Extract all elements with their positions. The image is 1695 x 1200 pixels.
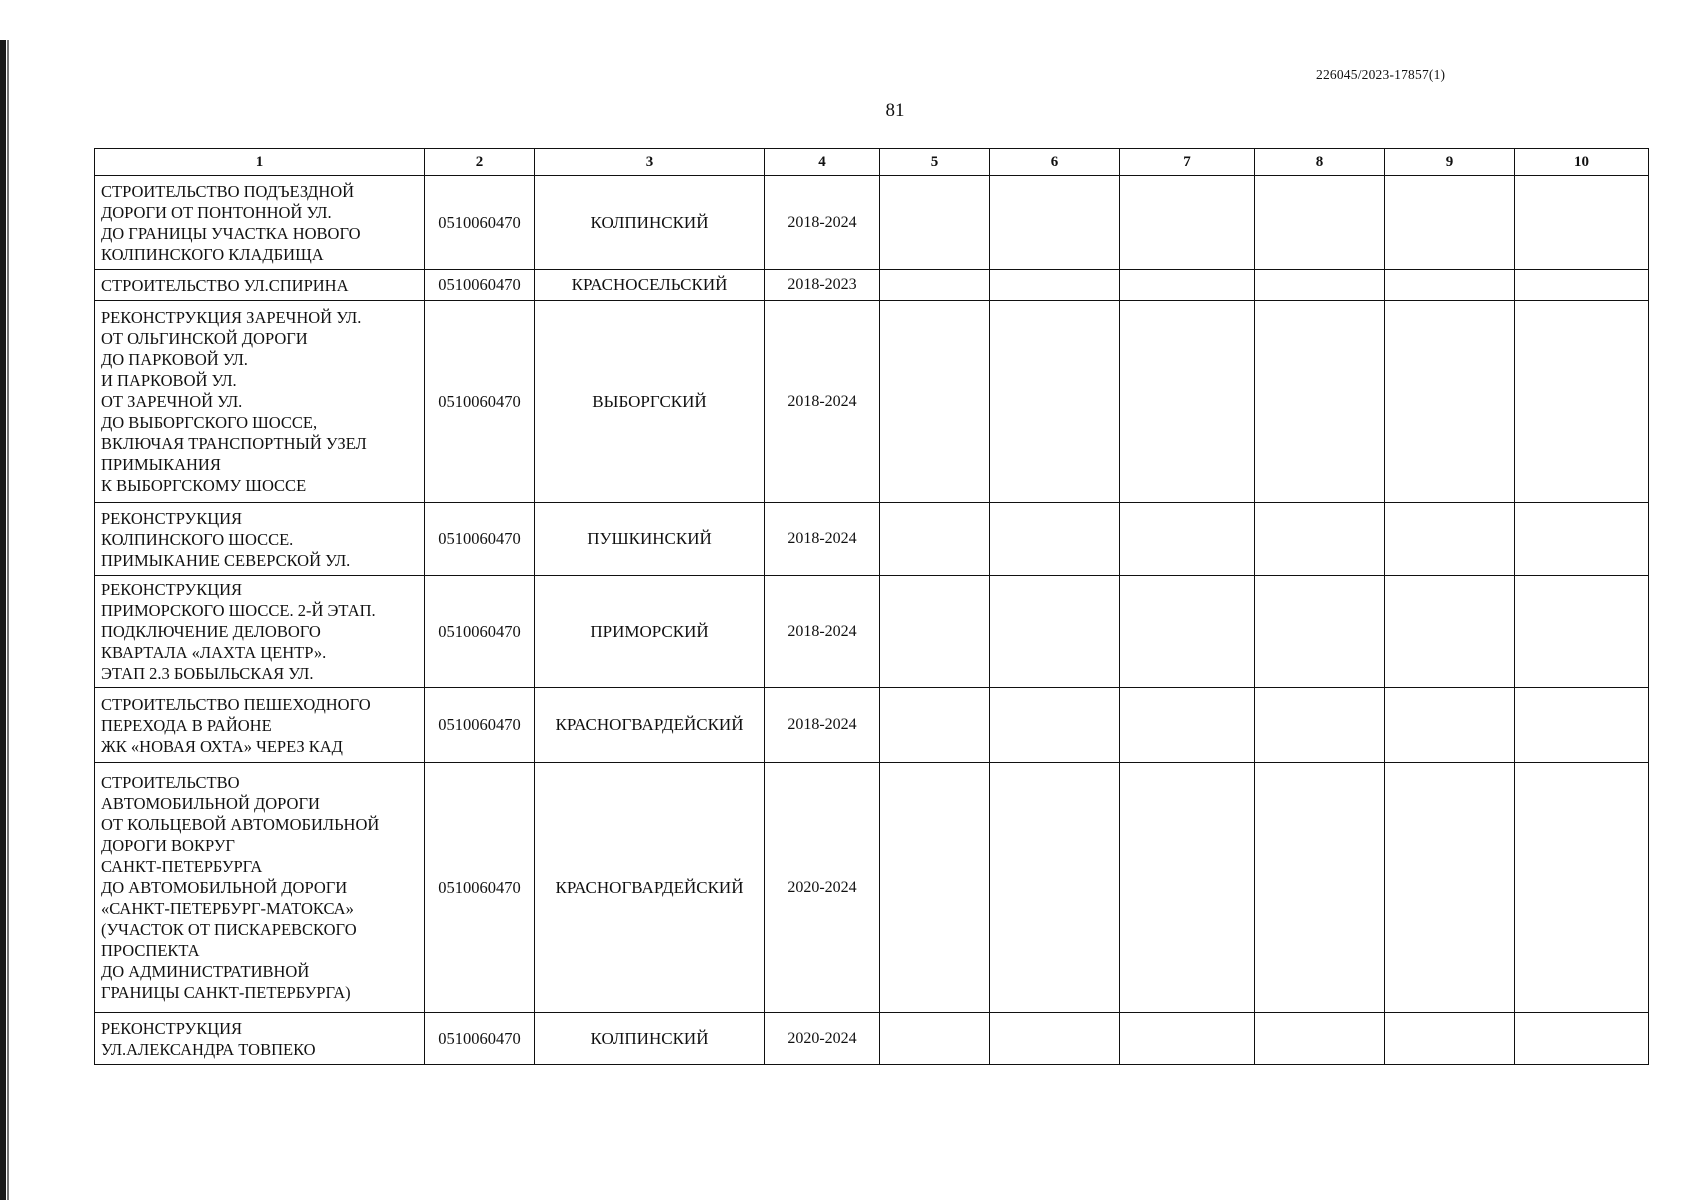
empty-cell	[1385, 763, 1515, 1013]
object-name: СТРОИТЕЛЬСТВО ПОДЪЕЗДНОЙ ДОРОГИ ОТ ПОНТОННОЙ УЛ. ДО ГРАНИЦЫ УЧАСТКА НОВОГО КОЛПИНСКОГО КЛАДБИЩА	[95, 176, 425, 270]
empty-cell	[1120, 576, 1255, 688]
empty-cell	[1515, 176, 1649, 270]
object-name: СТРОИТЕЛЬСТВО АВТОМОБИЛЬНОЙ ДОРОГИ ОТ КОЛЬЦЕВОЙ АВТОМОБИЛЬНОЙ ДОРОГИ ВОКРУГ САНКТ-ПЕТЕРБУРГА ДО АВТОМОБИЛЬНОЙ ДОРОГИ «САНКТ-ПЕТЕРБУРГ-МАТОКСА» (УЧАСТОК ОТ ПИСКАРЕВСКОГО ПРОСПЕКТА ДО АДМИНИСТРАТИВНОЙ ГРАНИЦЫ САНКТ-ПЕТЕРБУРГА)	[95, 763, 425, 1013]
empty-cell	[1255, 688, 1385, 763]
object-name: СТРОИТЕЛЬСТВО ПЕШЕХОДНОГО ПЕРЕХОДА В РАЙОНЕ ЖК «НОВАЯ ОХТА» ЧЕРЕЗ КАД	[95, 688, 425, 763]
period: 2020-2024	[765, 763, 880, 1013]
period: 2018-2024	[765, 576, 880, 688]
object-name: СТРОИТЕЛЬСТВО УЛ.СПИРИНА	[95, 270, 425, 301]
empty-cell	[1515, 301, 1649, 503]
empty-cell	[1385, 176, 1515, 270]
district: КРАСНОГВАРДЕЙСКИЙ	[535, 763, 765, 1013]
empty-cell	[990, 301, 1120, 503]
empty-cell	[880, 503, 990, 576]
table-row	[95, 503, 1649, 576]
empty-cell	[1515, 1013, 1649, 1065]
object-name: РЕКОНСТРУКЦИЯ ЗАРЕЧНОЙ УЛ. ОТ ОЛЬГИНСКОЙ ДОРОГИ ДО ПАРКОВОЙ УЛ. И ПАРКОВОЙ УЛ. ОТ ЗАРЕЧНОЙ УЛ. ДО ВЫБОРГСКОГО ШОССЕ, ВКЛЮЧАЯ ТРАНСПОРТНЫЙ УЗЕЛ ПРИМЫКАНИЯ К ВЫБОРГСКОМУ ШОССЕ	[95, 301, 425, 503]
district: КОЛПИНСКИЙ	[535, 176, 765, 270]
column-header-3: 3	[535, 149, 765, 176]
empty-cell	[1515, 763, 1649, 1013]
empty-cell	[990, 176, 1120, 270]
empty-cell	[1385, 270, 1515, 301]
empty-cell	[880, 688, 990, 763]
empty-cell	[1385, 301, 1515, 503]
object-name: РЕКОНСТРУКЦИЯ КОЛПИНСКОГО ШОССЕ. ПРИМЫКАНИЕ СЕВЕРСКОЙ УЛ.	[95, 503, 425, 576]
empty-cell	[1120, 503, 1255, 576]
budget-code: 0510060470	[425, 301, 535, 503]
scan-edge-line	[7, 40, 9, 1200]
empty-cell	[880, 301, 990, 503]
column-header-9: 9	[1385, 149, 1515, 176]
empty-cell	[1120, 1013, 1255, 1065]
empty-cell	[1255, 1013, 1385, 1065]
budget-code: 0510060470	[425, 688, 535, 763]
period: 2018-2024	[765, 301, 880, 503]
table-header-row	[95, 149, 1649, 176]
empty-cell	[880, 1013, 990, 1065]
empty-cell	[1385, 576, 1515, 688]
object-name: РЕКОНСТРУКЦИЯ УЛ.АЛЕКСАНДРА ТОВПЕКО	[95, 1013, 425, 1065]
column-header-8: 8	[1255, 149, 1385, 176]
column-header-10: 10	[1515, 149, 1649, 176]
period: 2018-2024	[765, 503, 880, 576]
empty-cell	[1515, 576, 1649, 688]
scan-edge-shadow	[0, 40, 6, 1200]
program-table	[94, 148, 1649, 1065]
budget-code: 0510060470	[425, 576, 535, 688]
empty-cell	[1120, 688, 1255, 763]
table-row	[95, 688, 1649, 763]
table-row	[95, 763, 1649, 1013]
empty-cell	[1120, 763, 1255, 1013]
table-row	[95, 176, 1649, 270]
empty-cell	[880, 576, 990, 688]
district: КРАСНОГВАРДЕЙСКИЙ	[535, 688, 765, 763]
empty-cell	[1255, 301, 1385, 503]
budget-code: 0510060470	[425, 763, 535, 1013]
column-header-2: 2	[425, 149, 535, 176]
column-header-7: 7	[1120, 149, 1255, 176]
empty-cell	[880, 763, 990, 1013]
empty-cell	[880, 176, 990, 270]
empty-cell	[1255, 763, 1385, 1013]
empty-cell	[990, 1013, 1120, 1065]
empty-cell	[880, 270, 990, 301]
district: ВЫБОРГСКИЙ	[535, 301, 765, 503]
empty-cell	[990, 576, 1120, 688]
empty-cell	[1515, 270, 1649, 301]
empty-cell	[1255, 576, 1385, 688]
empty-cell	[990, 763, 1120, 1013]
page-number: 81	[885, 100, 905, 121]
budget-code: 0510060470	[425, 503, 535, 576]
table-row	[95, 270, 1649, 301]
empty-cell	[1255, 176, 1385, 270]
budget-code: 0510060470	[425, 176, 535, 270]
empty-cell	[990, 688, 1120, 763]
empty-cell	[1515, 503, 1649, 576]
table-row	[95, 1013, 1649, 1065]
column-header-4: 4	[765, 149, 880, 176]
table-row	[95, 301, 1649, 503]
period: 2018-2023	[765, 270, 880, 301]
table-row	[95, 576, 1649, 688]
empty-cell	[990, 270, 1120, 301]
district: КОЛПИНСКИЙ	[535, 1013, 765, 1065]
empty-cell	[990, 503, 1120, 576]
column-header-5: 5	[880, 149, 990, 176]
empty-cell	[1120, 176, 1255, 270]
column-header-1: 1	[95, 149, 425, 176]
budget-code: 0510060470	[425, 1013, 535, 1065]
empty-cell	[1385, 688, 1515, 763]
period: 2018-2024	[765, 688, 880, 763]
empty-cell	[1255, 503, 1385, 576]
column-header-6: 6	[990, 149, 1120, 176]
document-id: 226045/2023-17857(1)	[1316, 67, 1446, 82]
empty-cell	[1385, 1013, 1515, 1065]
district: ПУШКИНСКИЙ	[535, 503, 765, 576]
period: 2020-2024	[765, 1013, 880, 1065]
empty-cell	[1255, 270, 1385, 301]
district: ПРИМОРСКИЙ	[535, 576, 765, 688]
empty-cell	[1385, 503, 1515, 576]
empty-cell	[1515, 688, 1649, 763]
empty-cell	[1120, 270, 1255, 301]
object-name: РЕКОНСТРУКЦИЯ ПРИМОРСКОГО ШОССЕ. 2-Й ЭТАП. ПОДКЛЮЧЕНИЕ ДЕЛОВОГО КВАРТАЛА «ЛАХТА ЦЕНТР». ЭТАП 2.3 БОБЫЛЬСКАЯ УЛ.	[95, 576, 425, 688]
period: 2018-2024	[765, 176, 880, 270]
budget-code: 0510060470	[425, 270, 535, 301]
district: КРАСНОСЕЛЬСКИЙ	[535, 270, 765, 301]
empty-cell	[1120, 301, 1255, 503]
